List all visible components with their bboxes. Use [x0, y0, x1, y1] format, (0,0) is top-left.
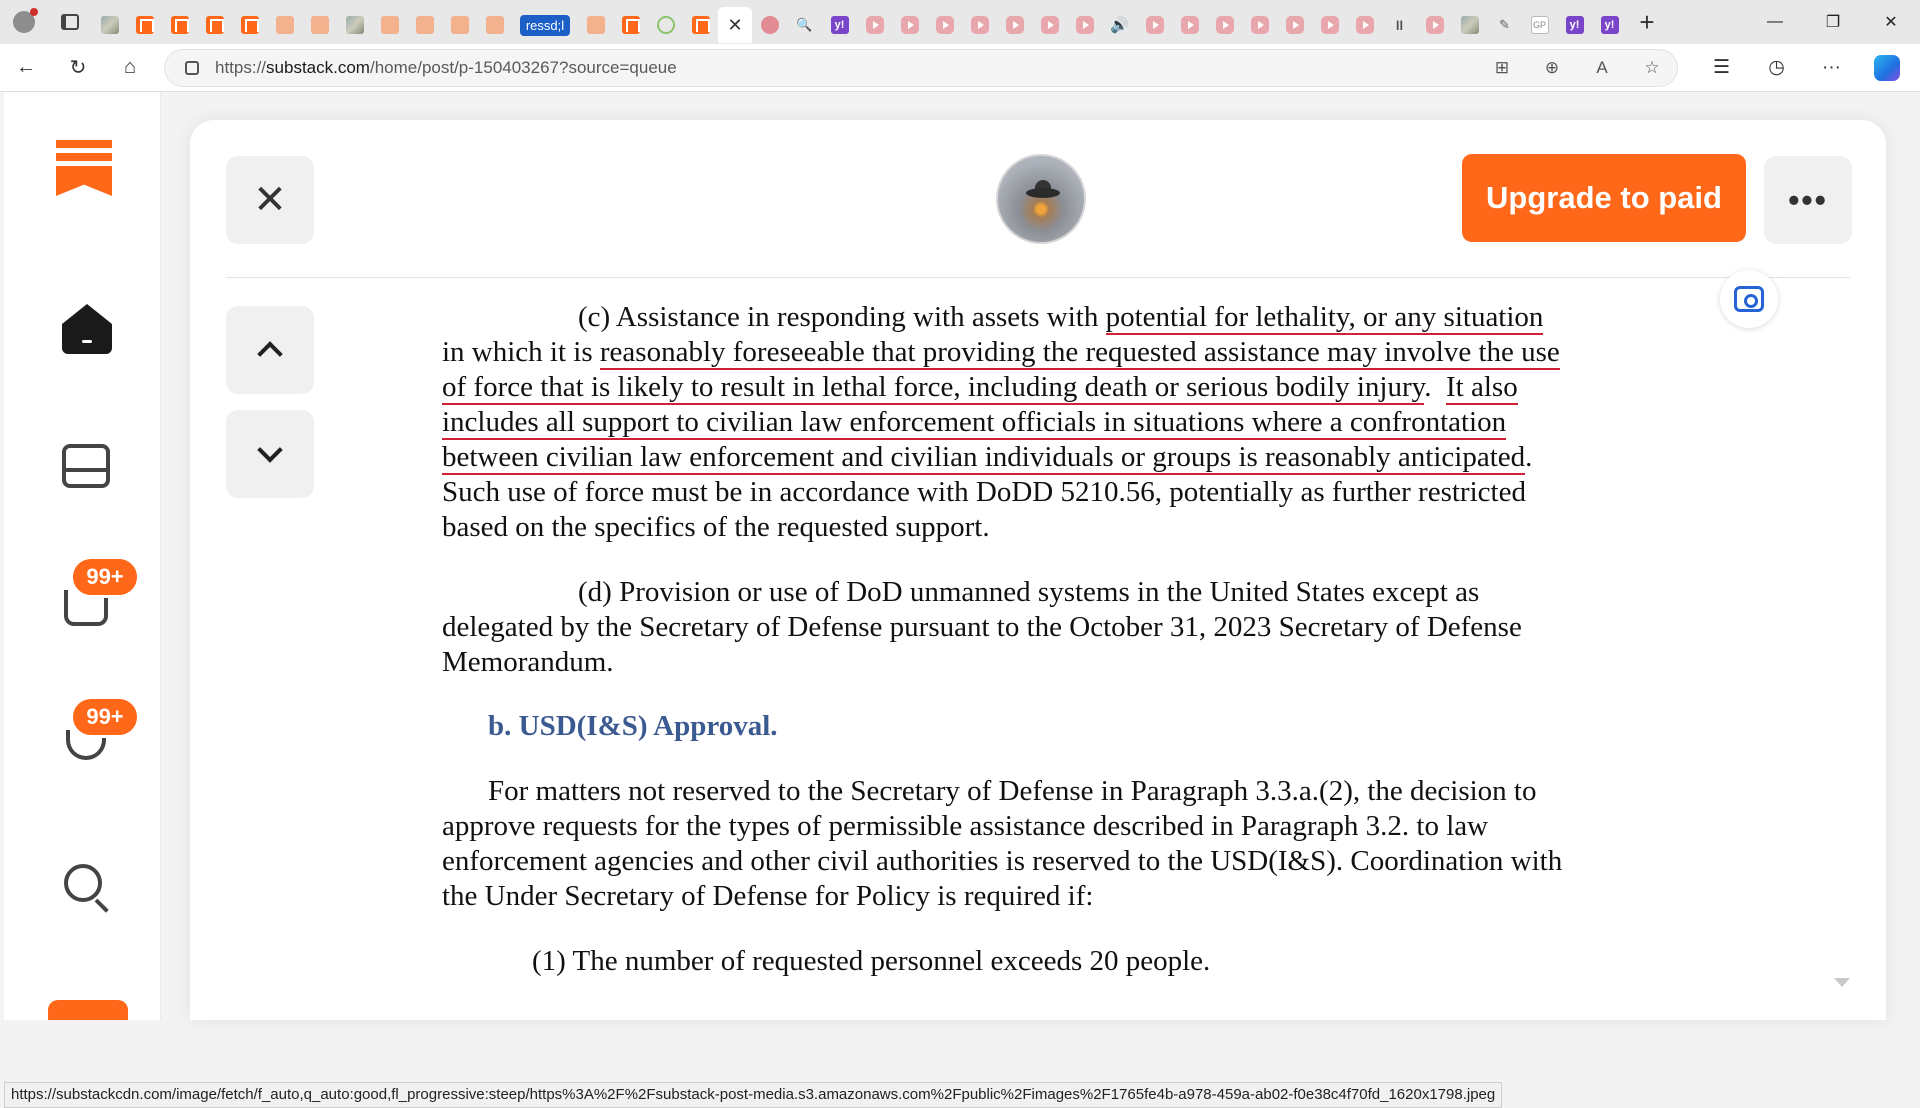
- upgrade-button[interactable]: Upgrade to paid: [1462, 154, 1746, 242]
- underlined-text: between civilian law enforcement and civilian individuals or groups is reasonably anticipated: [442, 441, 1526, 473]
- yahoo-favicon-icon: y!: [1566, 16, 1584, 34]
- video-favicon-icon: [1426, 16, 1444, 34]
- tab[interactable]: [1592, 7, 1627, 43]
- tab[interactable]: [997, 7, 1032, 43]
- underlined-text: includes all support to civilian law enforcement officials in situations where a confrontation: [442, 406, 1507, 438]
- tab[interactable]: [197, 7, 232, 43]
- paragraph-c: [442, 300, 1822, 545]
- substack-favicon-icon: [451, 16, 469, 34]
- video-favicon-icon: [1181, 16, 1199, 34]
- tab[interactable]: [1382, 7, 1417, 43]
- ufo-icon: [1026, 188, 1060, 198]
- tab-list: [92, 0, 1746, 44]
- home-filled-icon: [62, 304, 112, 354]
- tab[interactable]: [962, 7, 997, 43]
- paragraph-main: [442, 774, 1822, 914]
- doc-line: [442, 405, 1822, 440]
- restore-icon[interactable]: ❐: [1825, 14, 1841, 31]
- status-bar-url: https://substackcdn.com/image/fetch/f_auto,q_auto:good,fl_progressive:steep/https%3A%2F%2Fsubstack-post-media.s3.amazonaws.com%2Fpublic%2Fimages%2F1765fe4b-a978-459a-ab02-f0e38c4f70fd_1620x1798.jpeg: [4, 1082, 1502, 1108]
- video-favicon-icon: [901, 16, 919, 34]
- tab-actions-button[interactable]: [48, 0, 92, 44]
- doc-line: Such use of force must be in accordance with DoDD 5210.56, potentially as further restricted: [442, 476, 1526, 508]
- notifications-count-badge: 99+: [70, 696, 140, 738]
- tab[interactable]: [822, 7, 857, 43]
- messages-count-badge: 99+: [70, 556, 140, 598]
- substack-favicon-icon: [381, 16, 399, 34]
- gp-favicon-icon: GP: [1531, 16, 1549, 34]
- video-favicon-icon: [1321, 16, 1339, 34]
- favorites-icon[interactable]: ☰: [1712, 57, 1731, 78]
- video-favicon-icon: [1041, 16, 1059, 34]
- home-icon[interactable]: ⌂: [123, 56, 137, 78]
- tab[interactable]: [1522, 7, 1557, 43]
- tab[interactable]: [787, 7, 822, 43]
- underlined-text: It also: [1446, 371, 1518, 403]
- video-favicon-icon: [1006, 16, 1024, 34]
- tab[interactable]: [857, 7, 892, 43]
- lock-icon[interactable]: [185, 61, 199, 75]
- url-prefix: https://: [215, 57, 267, 77]
- favorite-star-icon[interactable]: ☆: [1644, 57, 1660, 77]
- search-icon-handle: [95, 899, 109, 913]
- doc-text: in which it is: [442, 336, 600, 368]
- substack-favicon-icon: [171, 16, 189, 34]
- doc-line: Memorandum.: [442, 646, 614, 678]
- substack-favicon-icon: [311, 16, 329, 34]
- substack-favicon-icon: [136, 16, 154, 34]
- heading-text: b. USD(I&S) Approval.: [488, 710, 778, 742]
- tab-active[interactable]: [718, 7, 752, 43]
- speaker-favicon-icon: 🔊: [1110, 17, 1129, 34]
- search-favicon-icon: 🔍: [796, 17, 813, 32]
- video-favicon-icon: [1251, 16, 1269, 34]
- doc-line: approve requests for the types of permissible assistance described in Paragraph 3.2. to law: [442, 810, 1489, 842]
- tab[interactable]: [337, 7, 372, 43]
- page-viewport: [0, 92, 1920, 1103]
- list-item: [442, 944, 1822, 979]
- tab[interactable]: [267, 7, 302, 43]
- url-text[interactable]: [215, 58, 1477, 78]
- tab[interactable]: [683, 7, 718, 43]
- doc-line: [442, 300, 1822, 335]
- doc-text: (c) Assistance in responding with assets with: [578, 301, 1106, 333]
- tab[interactable]: [442, 7, 477, 43]
- zoom-icon[interactable]: ⊕: [1544, 57, 1560, 77]
- toolbar-icons: [1694, 55, 1914, 81]
- doc-line: [442, 370, 1822, 405]
- tab[interactable]: [127, 7, 162, 43]
- tab[interactable]: [1032, 7, 1067, 43]
- video-favicon-icon: [936, 16, 954, 34]
- podcast-favicon-icon: [761, 16, 779, 34]
- underlined-text: potential for lethality, or any situation: [1105, 301, 1544, 333]
- tab[interactable]: [1487, 7, 1522, 43]
- scroll-down-indicator-icon[interactable]: [1834, 978, 1850, 987]
- home-icon-bar: [82, 340, 92, 343]
- refresh-icon[interactable]: ↻: [69, 57, 87, 79]
- new-tab-button[interactable]: +: [1639, 6, 1655, 37]
- doc-line: [442, 440, 1822, 475]
- substack-favicon-icon: [587, 16, 605, 34]
- close-tab-icon[interactable]: ✕: [727, 14, 743, 35]
- post-image-viewer: [190, 120, 1886, 1020]
- tab[interactable]: [92, 7, 127, 43]
- tab[interactable]: [752, 7, 787, 43]
- url-host: substack.com: [266, 57, 370, 77]
- tab[interactable]: [613, 7, 648, 43]
- video-favicon-icon: [971, 16, 989, 34]
- notification-dot: [30, 8, 38, 16]
- sidebar: [4, 92, 161, 1020]
- doc-line: (1) The number of requested personnel exceeds 20 people.: [532, 945, 1211, 977]
- sidebar-item-search[interactable]: [56, 858, 116, 918]
- sidebar-item-home[interactable]: [56, 300, 116, 360]
- doc-line: For matters not reserved to the Secretary of Defense in Paragraph 3.3.a.(2), the decision to: [488, 775, 1537, 807]
- image-favicon-icon: [101, 16, 119, 34]
- tab[interactable]: [578, 7, 613, 43]
- tab[interactable]: [1452, 7, 1487, 43]
- sidebar-item-inbox[interactable]: [56, 438, 116, 498]
- substack-logo-icon[interactable]: [56, 140, 112, 200]
- tab[interactable]: [1557, 7, 1592, 43]
- tab[interactable]: [162, 7, 197, 43]
- paragraph-d: [442, 575, 1822, 680]
- copilot-button[interactable]: [1859, 55, 1914, 81]
- video-favicon-icon: [1286, 16, 1304, 34]
- substack-favicon-icon: [692, 16, 710, 34]
- read-aloud-icon[interactable]: A: [1596, 57, 1608, 77]
- previous-button[interactable]: [226, 306, 314, 394]
- visual-search-button[interactable]: [1720, 270, 1778, 328]
- ink-favicon-icon: ll: [1395, 17, 1404, 33]
- sidebar-bottom-button[interactable]: [48, 1000, 128, 1020]
- tab[interactable]: [927, 7, 962, 43]
- app-view-icon[interactable]: ⊞: [1494, 57, 1510, 77]
- chevron-down-icon: [257, 437, 282, 462]
- yahoo-favicon-icon: y!: [831, 16, 849, 34]
- inbox-tray: [66, 468, 106, 472]
- tab[interactable]: [1172, 7, 1207, 43]
- visual-search-icon: [1734, 286, 1764, 312]
- tab[interactable]: [232, 7, 267, 43]
- address-bar[interactable]: [164, 49, 1678, 87]
- image-favicon-icon: [346, 16, 364, 34]
- close-window-icon[interactable]: ✕: [1884, 14, 1898, 31]
- doc-line: based on the specifics of the requested support.: [442, 511, 990, 543]
- tab[interactable]: [892, 7, 927, 43]
- header-divider: [226, 277, 1850, 278]
- tab[interactable]: [648, 7, 683, 43]
- substack-favicon-icon: [622, 16, 640, 34]
- tab[interactable]: [1417, 7, 1452, 43]
- tab[interactable]: [1312, 7, 1347, 43]
- tab[interactable]: [1277, 7, 1312, 43]
- copilot-icon: [1874, 55, 1900, 81]
- more-options-button[interactable]: •••: [1764, 156, 1852, 244]
- substack-favicon-icon: [486, 16, 504, 34]
- tab[interactable]: [1347, 7, 1382, 43]
- tab-labeled[interactable]: [512, 7, 578, 43]
- tab[interactable]: [477, 7, 512, 43]
- substack-favicon-icon: [416, 16, 434, 34]
- more-icon[interactable]: ···: [1822, 56, 1841, 78]
- image-favicon-icon: [1461, 16, 1479, 34]
- publication-avatar[interactable]: [996, 154, 1086, 244]
- tab-strip: [0, 0, 1920, 44]
- chevron-up-icon: [257, 341, 282, 366]
- minimize-icon[interactable]: —: [1767, 13, 1783, 30]
- doc-line: (d) Provision or use of DoD unmanned systems in the United States except as: [578, 576, 1480, 608]
- tab[interactable]: [407, 7, 442, 43]
- history-icon[interactable]: ◷: [1768, 57, 1785, 78]
- video-favicon-icon: [1146, 16, 1164, 34]
- yahoo-favicon-icon: y!: [1601, 16, 1619, 34]
- window-controls: [1746, 0, 1920, 44]
- doc-text: .: [1424, 371, 1447, 403]
- url-path: /home/post/p-150403267?source=queue: [369, 57, 677, 77]
- back-icon[interactable]: ←: [16, 56, 36, 78]
- tab[interactable]: [372, 7, 407, 43]
- video-favicon-icon: [1356, 16, 1374, 34]
- inbox-icon: [62, 444, 110, 488]
- pen-favicon-icon: ✎: [1499, 17, 1510, 32]
- tab-label: ressd;l: [520, 15, 570, 36]
- video-favicon-icon: [866, 16, 884, 34]
- tab[interactable]: [1137, 7, 1172, 43]
- underlined-text: of force that is likely to result in lethal force, including death or serious bodily injury: [442, 371, 1425, 403]
- doc-line: the Under Secretary of Defense for Policy is required if:: [442, 880, 1094, 912]
- search-icon: [64, 864, 102, 902]
- navigation-bar: [0, 44, 1920, 92]
- section-heading: [442, 709, 1822, 744]
- close-button[interactable]: ✕: [226, 156, 314, 244]
- doc-line: enforcement agencies and other civil authorities is reserved to the USD(I&S). Coordination with: [442, 845, 1563, 877]
- tab[interactable]: [1207, 7, 1242, 43]
- substack-favicon-icon: [276, 16, 294, 34]
- underlined-text: reasonably foreseeable that providing the requested assistance may involve the use: [599, 336, 1560, 368]
- play-favicon-icon: [657, 16, 675, 34]
- tab[interactable]: [1102, 7, 1137, 43]
- video-favicon-icon: [1076, 16, 1094, 34]
- tab[interactable]: [1067, 7, 1102, 43]
- substack-favicon-icon: [206, 16, 224, 34]
- doc-text: .: [1525, 441, 1533, 473]
- tab-actions-icon: [61, 14, 79, 30]
- doc-line: [442, 335, 1822, 370]
- tab[interactable]: [302, 7, 337, 43]
- substack-favicon-icon: [241, 16, 259, 34]
- video-favicon-icon: [1216, 16, 1234, 34]
- profile-button[interactable]: [0, 0, 48, 44]
- next-button[interactable]: [226, 410, 314, 498]
- document-image: [442, 300, 1822, 979]
- doc-line: delegated by the Secretary of Defense pursuant to the October 31, 2023 Secretary of Defense: [442, 611, 1522, 643]
- tab[interactable]: [1242, 7, 1277, 43]
